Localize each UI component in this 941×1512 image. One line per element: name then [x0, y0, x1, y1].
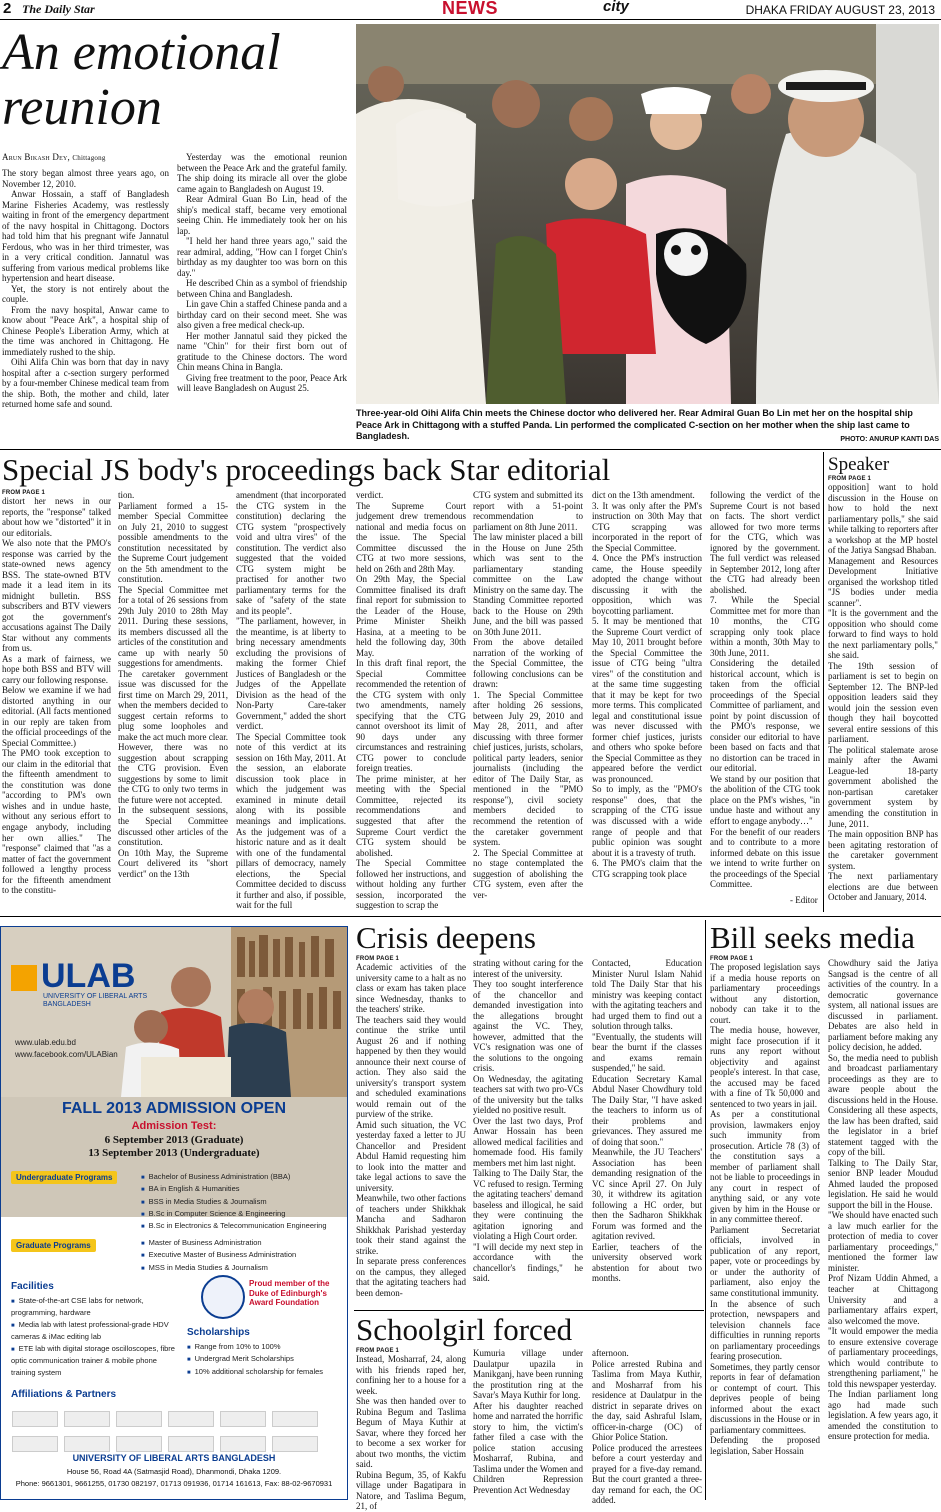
js-body-column-5: CTG system and submitted its report with a 51-point recommendation to parliament on 8th June 2011. The law minister placed a bill in the House on June 25th which was sent to the parliamentary standing committee on the Law Ministry on the same day. The Standing Committee reported back to the House on 29th June, and the bill was passed on 30th June 2011. From the above detailed narration of the working of the Special Committee, the following conclusions can be drawn: 1. The Special Committee after holding 26 sessions, between July 29, 2010 and May 28, 2011, and after discussing with three former chief justices, jurists, scholars, political party leaders, senior journalists (including the editor of The Daily Star, as mentioned in the "PMO response"), civil society members decided to recommend the retention of the caretaker government system. 2. The Special Committee at no stage contemplated the suggestion of abolishing the CTG system, even after the ver- [473, 490, 583, 900]
partner-logo [12, 1411, 58, 1427]
partner-logo [220, 1436, 266, 1452]
js-body-column-7: following the verdict of the Supreme Court is not based on facts. The short verdict allowed for two more terms for the CTG, which was ignored by the government. The full verdict was released in September 2012, long after the CTG had already been abolished. 7. While the Special Committee met for more than 10 months, the CTG scrapping only took place within a month, 30th May to 30th June, 2011. Considering the detailed historical account, which is taken from the official proceedings of the Special Committee of parliament, and point by point discussion of the PMO's response, we consider our editorial to have been based on facts and that no distortion can be traced in our editorial. We stand by our position that the abolition of the CTG took place on the PM's wishes, "in undue haste and without any effort to engage anybody…" For the benefit of our readers and to contribute to a more informed debate on this issue we intend to write further on the proceedings of the Special Committee. [710, 490, 820, 890]
duke-award-seal-icon [201, 1275, 245, 1319]
column-divider-2 [705, 920, 706, 1500]
partner-logo [220, 1411, 266, 1427]
partner-logo [12, 1436, 58, 1452]
photo-caption [356, 408, 939, 443]
ulab-advertisement[interactable] [0, 926, 348, 1500]
admission-test-undergraduate: 13 September 2013 (Undergraduate) [88, 1147, 260, 1159]
partner-logo [64, 1436, 110, 1452]
partner-logo [168, 1436, 214, 1452]
partner-logo [116, 1411, 162, 1427]
admission-test-label: Admission Test: [131, 1120, 217, 1132]
js-body-column-6: dict on the 13th amendment. 3. It was only after the PM's instruction on 30th May that CTG scrapping was incorporated in the report of the Special Committee. 4. Once the PM's instruction came, the House speedily adopted the change without discussing it with the opposition, which was boycotting parliament. 5. It may be mentioned that the Supreme Court verdict of May 10, 2011 brought before the Special Committee the issue of CTG being "ultra vires" of the constitution and at the same time suggesting that it may be kept for two more terms. This complicated legal and constitutional issue was never discussed with former chief justices, jurists and others who spoke before the Special Committee as they appeared before the verdict was pronounced. So to imply, as the "PMO's response" does, that the scrapping of the CTG issue was discussed with a wide range of people and that public opinion was sought about it is a travesty of truth. 6. The PMO's claim that the CTG scrapping took place [592, 490, 702, 879]
facilities-list: ■ State-of-the-art CSE labs for network, programming, hardware ■ Media lab with latest professional-grade HDV cameras & iMac editing lab ■ ETE lab with digital storage oscilloscopes, fibre optic communication trainer & mobile phone training system [11, 1295, 181, 1378]
js-body-column-1: FROM PAGE 1 distort her news in our reports, the "response" talked about how we "distorted" it in our editorials. We also note that the PMO's response was carried by the state-owned news agency BSS. The state-owned BTV made it a lead item in its midnight bulletin. BSS subscribers and BTV viewers got the government's accusations against The Daily Star without any comments from us. As a mark of fairness, we hope both BSS and BTV will carry our following response. Below we examine if we had distorted anything in our editorial. (All facts mentioned in our reply are taken from the official proceedings of the Special Committee.) The PMO took exception to our claim in the editorial that the fifteenth amendment to the constitution was done "according to PM's own wishes and in undue haste, without any serious effort to engage anybody, including her own allies." The "response" claimed that "as a matter of fact the government followed a lengthy process for the fifteenth amendment to the constitu- [2, 490, 111, 896]
undergrad-programs-list: ■ Bachelor of Business Administration (BBA) ■ BA in English & Humanities ■ BSS in Media Studies & Journalism ■ B.Sc in Computer Science & Engineering ■ B.Sc in Electronics & Telecommunication Engineering [141, 1171, 327, 1232]
ad-web-links[interactable] [15, 1037, 118, 1061]
scholarships-heading: Scholarships [187, 1327, 250, 1338]
bill-column-2: Chowdhury said the Jatiya Sangsad is the centre of all activities of the country. In a democratic governance system, all national issues are discussed in parliament. Debates are also held in parliament before making any policy decision, he added. So, the media need to publish and broadcast parliamentary proceedings as they are to aware people about the discussions held in the House. Considering all these aspects, the law has been drafted, said the legislator in a brief statement tagged with the copy of the bill. Talking to The Daily Star, senior BNP leader Moudud Ahmed lauded the proposed legislation. He said he would support the bill in the House. "We should have enacted such a law much earlier for the protection of media to cover parliamentary proceedings," mentioned the former law minister. Prof Nizam Uddin Ahmed, a teacher at Chittagong University and a parliamentary affairs expert, also welcomed the move. "It would empower the media to ensure extensive coverage of parliamentary proceedings, which would contribute to strengthening parliament," he told this newspaper yesterday. The Indian parliament long ago had made such legislation. A few years ago, it amended the constitution to ensure protection for media. [828, 958, 938, 1442]
caption-text: Three-year-old Oihi Alifa Chin meets the Chinese doctor who delivered her. Rear Admiral Guan Bo Lin met her on the hospital ship Peace Ark in Chittagong with a stuffed Panda. Lin performed the complicated C-section on her mother when the ship last came to Bangladesh. [356, 408, 913, 442]
ad-facebook-link[interactable]: www.facebook.com/ULABian [15, 1050, 118, 1059]
partner-logo [272, 1436, 318, 1452]
js-body-column-3: amendment (that incorporated the CTG system in the constitution) declaring the CTG system "prospectively void and ultra vires" of the constitution. The verdict also suggested that the voided CTG system might be practised for another two parliamentary terms for the sake of "safety of the state and its people". "The parliament, however, in the meantime, is at liberty to bring necessary amendments excluding the provisions of making the former Chief Justices of Bangladesh or the Judges of the Appellate Division as the head of the Non-Party Care-taker Government," added the short verdict. The Special Committee took note of this verdict at its session on 16th May, 2011. At the session, an elaborate discussion took place in which the judgement was examined in minute detail along with its possible meanings and implications. As the judgement was of a historic nature and as it dealt with one of the fundamental pillars of democracy, namely elections, the Special Committee decided to discuss it further and also, if possible, wait for the full [236, 490, 346, 911]
bill-headline: Bill seeks media [710, 920, 915, 955]
partner-logo [64, 1411, 110, 1427]
js-col-1-text: distort her news in our reports, the "response" talked about how we "distorted" it in our editorials. We also note that the PMO's response was carried by the state-owned news agency BSS. The state-owned BTV made it a lead item in its midnight bulletin. BSS subscribers and BTV viewers got the government's accusations against The Daily Star without any comments from us. As a mark of fairness, we hope both BSS and BTV will carry our following response. Below we examine if we had distorted anything in our editorial. (All facts mentioned in our reply are taken from the official proceedings of the Special Committee.) The PMO took exception to our claim in the editorial that the fifteenth amendment to the constitution was done "according to PM's own wishes and in undue haste, without any serious effort to engage anybody, including her own allies." The "response" claimed that "as a matter of fact the government followed a lengthy process for the fifteenth amendment to the constitu- [2, 496, 111, 896]
editor-signoff: - Editor [790, 895, 818, 905]
reunion-column-1: The story began almost three years ago, on November 12, 2010. Anwar Hossain, a staff of Bangladesh Marine Fisheries Academy, was restlessly waiting in front of the emergency department of the navy hospital in Chittagong. Doctors had told him that his pregnant wife Jannatul Ferdous, who was in her third trimester, was in a very critical condition. Jannatul was suffering from various medical problems like hypertension and heart disease. Yet, the story is not entirely about the couple. From the navy hospital, Anwar came to know about "Peace Ark", a hospital ship of Chinese People's Liberation Army, which at the time was anchored in Chittagong. He immediately rushed to the ship. Oihi Alifa Chin was born that day in navy hospital after a c-section surgery performed by a four-member Chinese medical team from the ship. Both, the mother and child, later returned home safe and sound. [2, 168, 169, 410]
ulab-logo-subtitle: UNIVERSITY OF LIBERAL ARTS BANGLADESH [43, 993, 148, 1008]
grad-programs-tag: Graduate Programs [11, 1239, 96, 1252]
masthead [0, 0, 941, 20]
partner-logo [272, 1411, 318, 1427]
ad-photo-illustration [1, 927, 347, 1097]
duke-award-text: Proud member of the Duke of Edinburgh's Award Foundation [249, 1279, 330, 1308]
crisis-column-1: FROM PAGE 1 Academic activities of the university came to a halt as no class or exam has taken place since Wednesday, thanks to the teachers' strike. The teachers said they would continue the strike until August 26 and if nothing happened by then they would announce their next course of action. They also said the university's transport system and scheduled examinations would remain out of the purview of the strike. Amid such situation, the VC yesterday faxed a letter to JU Chancellor and President Abdul Hamid requesting him to look into the matter and take legal actions to save the university. Meanwhile, two other factions of teachers under Shikkhak Mancha and Sadharon Shikkhak Parishad yesterday took their stand against the strike. In separate press conferences on the campus, they alleged that the agitating teachers had been demon- [356, 956, 466, 1298]
affiliations-heading: Affiliations & Partners [11, 1389, 117, 1400]
js-body-headline: Special JS body's proceedings back Star editorial [2, 452, 611, 487]
partner-logo [168, 1411, 214, 1427]
js-body-column-2: tion. Parliament formed a 15-member Special Committee on July 21, 2010 to suggest possible amendments to the constitution necessitated by the Supreme Court judgement on the 5th amendment to the constitution. The Special Committee met for a total of 26 sessions from 29th July 2010 to 28th May 2011. During these sessions, its members discussed all the articles of the constitution and came up with nearly 50 suggestions for amendments. The caretaker government issue was discussed for the first time on March 29, 2011, when the members decided to suggest certain reforms to plug some loopholes and make the act much more clear. However, there was no suggestion about scrapping the CTG provision. Even suggestions by some to limit the CTG to only two terms in the future were not accepted. In the subsequent sessions, the Special Committee discussed other articles of the constitution. On 10th May, the Supreme Court delivered its "short verdict" on the 13th [118, 490, 228, 879]
speaker-column: FROM PAGE 1 opposition] want to hold discussion in the House on how to hold the next parliamentary polls," she said while talking to reporters after a workshop at the MP hostel of the Jatiya Sangsad Bhaban. Management and Resources Development Initiative organised the workshop titled "JS bodies under media scanner". "It is the government and the opposition who should come forward to find ways to hold the next parliamentary polls," she said. The 19th session of parliament is set to begin on September 12. The BNP-led opposition leaders said they would join the session even though they hail boycotted several entire sessions of this parliament. The political stalemate arose mainly after the Awami League-led 18-party government abolished the non-partisan caretaker government system by amending the constitution in June, 2011. The main opposition BNP has been agitating restoration of the caretaker government system. The next parliamentary elections are due between October and January, 2014. [828, 476, 938, 903]
subsection-label: city [603, 0, 629, 15]
paper-name: The Daily Star [22, 2, 95, 16]
reunion-column-2: Yesterday was the emotional reunion between the Peace Ark and the grateful family. The ship doing its miracle all over the globe came again to Bangladesh on August 19. Rear Admiral Guan Bo Lin, head of the ship's medical staff, became very emotional seeing Chin. He immediately took her on his lap. "I held her hand three years ago," said the rear admiral, adding, "How can I forget Chin's birthday as my daughter too was born on this day." He described Chin as a symbol of friendship between China and Bangladesh. Lin gave Chin a staffed Chinese panda and a birthday card on their second meet. She was also given a free medical check-up. Her mother Jannatul said they picked the name "Chin" for their first born out of gratitude to the Chinese doctors. The word Chin means China in Bangla. Giving free treatment to the poor, Peace Ark will leave Bangladesh on August 25. [177, 152, 347, 394]
bill-column-1: FROM PAGE 1 The proposed legislation says if a media house reports on parliamentary proceedings without any distortion, nobody can take it to the court. The media house, however, might face prosecution if it runs any report without objectivity and against people's interest. In that case, the accused may be faced with a fine of Tk 50,000 and sentenced to two years in jail. As per a constitutional provision, lawmakers enjoy such immunity from prosecution. Article 78 (3) of the constitution says a member of parliament shall not be liable to proceedings in any court in respect of anything said, or any vote given by him in the House or in any committee thereof. Parliament Secretariat officials, involved in publication of any report, paper, vote or proceedings by or under the authority of parliament, also enjoy the same constitutional immunity. In the absence of such protection, newspapers and television channels face difficulties in running reports on parliamentary proceedings fearing prosecution. Sometimes, they partly censor reports in fear of defamation or contempt of court. This deprives people of being informed about the exact discussions in the House or in parliamentary committees. Defending the proposed legislation, Saber Hossain [710, 956, 820, 1456]
reunion-photo-illustration [356, 24, 939, 404]
crisis-headline: Crisis deepens [356, 920, 536, 955]
schoolgirl-column-1: FROM PAGE 1 Instead, Mosharraf, 24, along with his friends raped her, confining her to a house for a week. She was then handed over to Rubina Begum and Taslima Begum of Maya Kuthir at Savar, where they forced her to become a sex worker for about two months, the victim said. Rubina Begum, 35, of Kakfu village under Bagatipara in Natore, and Taslima Begum, 21, of [356, 1348, 466, 1512]
reunion-headline: An emotional reunion [2, 24, 281, 136]
section-divider-3 [354, 1310, 704, 1311]
speaker-headline: Speaker [828, 454, 890, 475]
byline-place: Chittagong [72, 154, 106, 162]
section-label: NEWS [442, 0, 498, 18]
ad-footer-phone: Phone: 9661301, 9661255, 01730 082197, 01713 091936, 01714 161613, Fax: 88-02-9670931 [15, 1479, 333, 1488]
ad-footer-name: UNIVERSITY OF LIBERAL ARTS BANGLADESH [72, 1453, 276, 1463]
dateline: DHAKA FRIDAY AUGUST 23, 2013 [745, 3, 935, 17]
photo-credit: PHOTO: ANURUP KANTI DAS [840, 435, 939, 443]
undergrad-programs-tag: Undergraduate Programs [11, 1171, 117, 1184]
scholarships-list: ■ Range from 10% to 100% ■ Undergrad Merit Scholarships ■ 10% additional scholarship for females [187, 1341, 323, 1378]
partner-logo [116, 1436, 162, 1452]
section-divider-2 [0, 916, 941, 917]
reunion-photo [356, 24, 939, 404]
byline-name: Arun Bikash Dey, [2, 152, 70, 162]
facilities-heading: Facilities [11, 1281, 54, 1292]
admission-test-graduate: 6 September 2013 (Graduate) [104, 1134, 244, 1146]
ulab-logo: ULAB [41, 957, 136, 995]
js-body-column-4: verdict. The Supreme Court judgement drew tremendous national and media focus on the issue. The Special Committee discussed the CTG at two more sessions, held on 26th and 28th May. On 29th May, the Special Committee finalised its draft final report for submission to the Leader of the House, Prime Minister Sheikh Hasina, at a meeting to be held the following day, 30th May. In this draft final report, the Special Committee recommended the retention of the CTG system with only two amendments, namely specifying that the CTG cannot overshoot its limit of 90 days under any circumstances and restraining CTG power to conclude foreign treaties. The prime minister, at her meeting with the Special Committee, rejected its recommendations and suggested that after the Supreme Court verdict the CTG system should be abolished. The Special Committee followed her instructions, and without holding any further session, incorporated the suggestion to scrap the [356, 490, 466, 911]
ulab-logo-icon [11, 965, 37, 991]
crisis-column-3: Contacted, Education Minister Nurul Islam Nahid told The Daily Star that his ministry was keeping contact with the agitating teachers and had urged them to find out a solution through talks. "Eventually, the students will bear the burnt if the classes and exams remain suspended," he said. Education Secretary Kamal Abdul Naser Chowdhury told The Daily Star, "I have asked the teachers to inform us of their problems and grievances. They assured me of doing that soon." Meanwhile, the JU Teachers' Association has been demanding resignation of the VC since April 27. On July 30, it withdrew its agitation following a HC order, but then the Sadharon Shikkhak Forum was formed and the agitation revived. Earlier, teachers of the university observed work abstention for about two months. [592, 958, 702, 1284]
section-divider [0, 449, 941, 450]
partner-logos [9, 1409, 339, 1451]
admission-open-banner: FALL 2013 ADMISSION OPEN [61, 1100, 287, 1117]
reunion-byline [2, 152, 106, 162]
schoolgirl-column-2: Kumuria village under Daulatpur upazila in Manikganj, have been running the prostitution ring at the Savar's Maya Kuthir for long. After his daughter reached home and narrated the horrific story to him, the victim's father filed a case with the police station accusing Mosharraf, Rubina, and Taslima under the Women and Children Repression Prevention Act Wednesday [473, 1348, 583, 1495]
ad-footer-address: House 56, Road 4A (Satmasjid Road), Dhanmondi, Dhaka 1209. [66, 1467, 282, 1476]
ad-website-link[interactable]: www.ulab.edu.bd [15, 1038, 76, 1047]
schoolgirl-column-3: afternoon. Police arrested Rubina and Taslima from Maya Kuthir, and Mosharraf from his residence at Daulatpur in the district in separate drives on the day, said Ashraful Islam, officer-in-charge (OC) of Ghior Police Station. Police produced the arrestees before a court yesterday and prayed for a five-day remand. But the court granted a three-day remand for each, the OC added. [592, 1348, 702, 1506]
crisis-column-2: strating without caring for the interest of the university. They too sought interference of the chancellor and demanded investigation into the allegations brought against the VC. They, however, admitted that the VC's resignation was one of the solutions to the ongoing crisis. On Wednesday, the agitating teachers sat with two pro-VCs of the university but the talks yielded no positive result. Over the last two days, Prof Anwar Hossain has been allowed medical facilities and homemade food. His family members met him last night. Talking to The Daily Star, the VC refused to resign. Terming the agitating teachers' demand baseless and illogical, he said they were continuing the agitation ignoring and violating a High Court order. "I will decide my next step in accordance with the chancellor's findings," he said. [473, 958, 583, 1284]
schoolgirl-headline: Schoolgirl forced [356, 1312, 573, 1347]
page-number: 2 [3, 0, 12, 17]
column-divider [823, 452, 824, 912]
grad-programs-list: ■ Master of Business Administration ■ Executive Master of Business Administration ■ MSS in Media Studies & Journalism [141, 1237, 296, 1274]
